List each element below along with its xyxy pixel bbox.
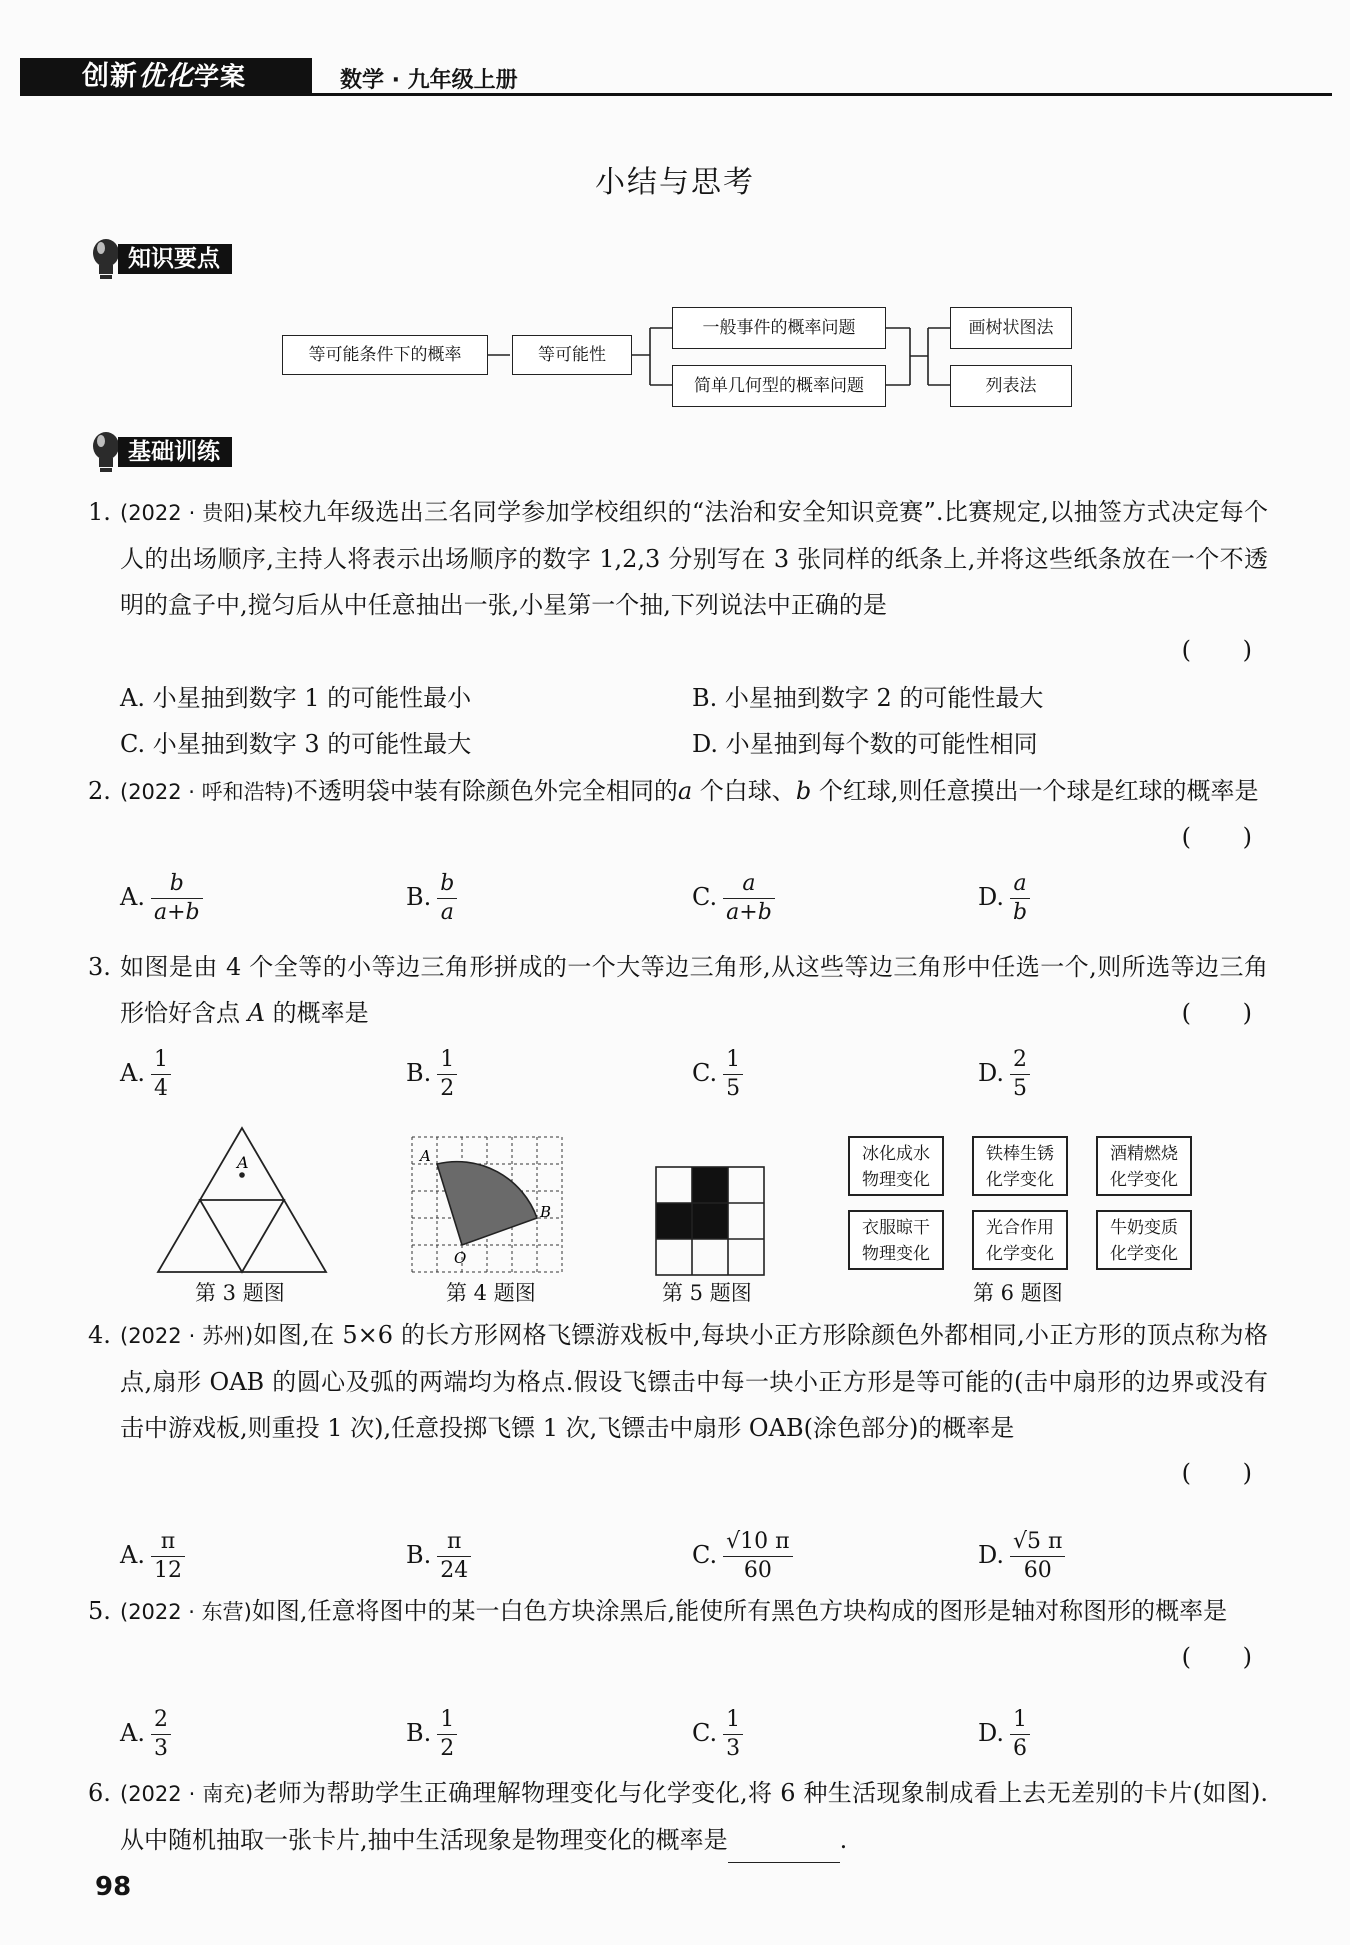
card-5: 光合作用 化学变化 (972, 1210, 1068, 1270)
q4-option-a: A. $\frac{\pi}{12}$ (120, 1528, 185, 1585)
q2-option-d: D. $\frac{a}{b}$ (978, 870, 1030, 927)
page-number: 98 (95, 1872, 132, 1902)
svg-text:B: B (540, 1203, 552, 1221)
diagram-branch-general: 一般事件的概率问题 (672, 307, 886, 349)
q1-option-a: A. 小星抽到数字 1 的可能性最小 (120, 684, 472, 712)
diagram-connectors (0, 0, 1350, 420)
q2-option-b: B. $\frac{b}{a}$ (406, 870, 457, 927)
svg-text:A: A (420, 1147, 431, 1165)
answer-bracket: ( ) (1181, 636, 1274, 664)
figure-5-caption: 第 5 题图 (662, 1281, 752, 1305)
diagram-branch-geometric: 简单几何型的概率问题 (672, 365, 886, 407)
figure-4-caption: 第 4 题图 (446, 1281, 536, 1305)
diagram-method-tree: 画树状图法 (950, 307, 1072, 349)
diagram-method-table: 列表法 (950, 365, 1072, 407)
q4-option-c: C. $\frac{√10 \pi}{60}$ (692, 1528, 793, 1585)
figure-3-triangle (150, 1125, 340, 1275)
q3-option-d: D. $\frac{2}{5}$ (978, 1046, 1030, 1103)
q3-option-b: B. $\frac{1}{2}$ (406, 1046, 457, 1103)
card-3: 酒精燃烧 化学变化 (1096, 1136, 1192, 1196)
section-label: 知识要点 (118, 244, 232, 274)
q5-option-b: B. $\frac{1}{2}$ (406, 1706, 457, 1763)
q4-option-b: B. $\frac{\pi}{24}$ (406, 1528, 471, 1585)
question-6: 6. (2022 · 南充)老师为帮助学生正确理解物理变化与化学变化,将 6 种生活现象制成看上去无差别的卡片(如图).从中随机抽取一张卡片,抽中生活现象是物理变化的概率是 . (88, 1770, 1268, 1863)
figure-6-caption: 第 6 题图 (973, 1281, 1063, 1305)
card-6: 牛奶变质 化学变化 (1096, 1210, 1192, 1270)
q2-option-c: C. $\frac{a}{a+b}$ (692, 870, 775, 927)
answer-bracket: ( ) (1181, 823, 1274, 851)
book-title: 数学 · 九年级上册 (340, 68, 518, 93)
q5-option-a: A. $\frac{2}{3}$ (120, 1706, 171, 1763)
question-1: 1. (2022 · 贵阳)某校九年级选出三名同学参加学校组织的“法治和安全知识竞赛”.比赛规定,以抽签方式决定每个人的出场顺序,主持人将表示出场顺序的数字 1,2,3 分别写在 3 张同样的纸条上,并将这些纸条放在一个不透明的盒子中,搅匀后从中任意抽出一张,小星第一个抽,下列说法中正确的是 ( ) (88, 489, 1268, 628)
q1-option-d: D. 小星抽到每个数的可能性相同 (692, 730, 1038, 758)
question-4: 4. (2022 · 苏州)如图,在 5×6 的长方形网格飞镖游戏板中,每块小正方形除颜色外都相同,小正方形的顶点称为格点,扇形 OAB 的圆心及弧的两端均为格点.假设飞镖击中每一块小正方形是等可能的(击中扇形的边界或没有击中游戏板,则重投 1 次),任意投掷飞镖 1 次,飞镖击中扇形 OAB(涂色部分)的概率是 ( ) (88, 1312, 1268, 1451)
brand-logo: 创新优化学案 (82, 61, 247, 92)
q3-option-c: C. $\frac{1}{5}$ (692, 1046, 743, 1103)
section-label: 基础训练 (118, 437, 232, 467)
q5-option-d: D. $\frac{1}{6}$ (978, 1706, 1030, 1763)
q4-option-d: D. $\frac{√5 \pi}{60}$ (978, 1528, 1065, 1585)
question-text: 老师为帮助学生正确理解物理变化与化学变化,将 6 种生活现象制成看上去无差别的卡片(如图).从中随机抽取一张卡片,抽中生活现象是物理变化的概率是 (120, 1779, 1269, 1854)
q1-option-b: B. 小星抽到数字 2 的可能性最大 (692, 684, 1044, 712)
q5-option-c: C. $\frac{1}{3}$ (692, 1706, 743, 1763)
point-label: A (237, 1153, 249, 1172)
q1-option-c: C. 小星抽到数字 3 的可能性最大 (120, 730, 472, 758)
q3-option-a: A. $\frac{1}{4}$ (120, 1046, 171, 1103)
question-2: 2. (2022 · 呼和浩特)不透明袋中装有除颜色外完全相同的a 个白球、b 个红球,则任意摸出一个球是红球的概率是 ( ) (88, 768, 1268, 815)
card-2: 铁棒生锈 化学变化 (972, 1136, 1068, 1196)
card-1: 冰化成水 物理变化 (848, 1136, 944, 1196)
question-text: 某校九年级选出三名同学参加学校组织的“法治和安全知识竞赛”.比赛规定,以抽签方式决定每个人的出场顺序,主持人将表示出场顺序的数字 1,2,3 分别写在 3 张同样的纸条上,并将这些纸条放在一个不透明的盒子中,搅匀后从中任意抽出一张,小星第一个抽,下列说法中正确的是 (120, 498, 1268, 619)
figure-3-caption: 第 3 题图 (195, 1281, 285, 1305)
answer-bracket: ( ) (1181, 1643, 1274, 1671)
diagram-mid: 等可能性 (512, 335, 632, 375)
q2-option-a: A. $\frac{b}{a+b}$ (120, 870, 203, 927)
card-4: 衣服晾干 物理变化 (848, 1210, 944, 1270)
question-3: 3. 如图是由 4 个全等的小等边三角形拼成的一个大等边三角形,从这些等边三角形中任选一个,则所选等边三角形恰好含点 A 的概率是 ( ) (88, 944, 1268, 1036)
question-text: 如图,任意将图中的某一白色方块涂黑后,能使所有黑色方块构成的图形是轴对称图形的概率是 (251, 1597, 1228, 1625)
answer-blank[interactable] (728, 1832, 840, 1863)
question-text: 如图,在 5×6 的长方形网格飞镖游戏板中,每块小正方形除颜色外都相同,小正方形的顶点称为格点,扇形 OAB 的圆心及弧的两端均为格点.假设飞镖击中每一块小正方形是等可能的(击中扇形的边界或没有击中游戏板,则重投 1 次),任意投掷飞镖 1 次,飞镖击中扇形 OAB(涂色部分)的概率是 (120, 1321, 1268, 1442)
figure-4-grid-sector (410, 1135, 574, 1275)
figure-5-grid (655, 1165, 767, 1277)
svg-text:O: O (454, 1249, 467, 1267)
page-title: 小结与思考 (595, 165, 755, 200)
diagram-root: 等可能条件下的概率 (282, 335, 488, 375)
answer-bracket: ( ) (1181, 999, 1274, 1027)
answer-bracket: ( ) (1181, 1459, 1274, 1487)
question-5: 5. (2022 · 东营)如图,任意将图中的某一白色方块涂黑后,能使所有黑色方块构成的图形是轴对称图形的概率是 ( ) (88, 1588, 1268, 1635)
